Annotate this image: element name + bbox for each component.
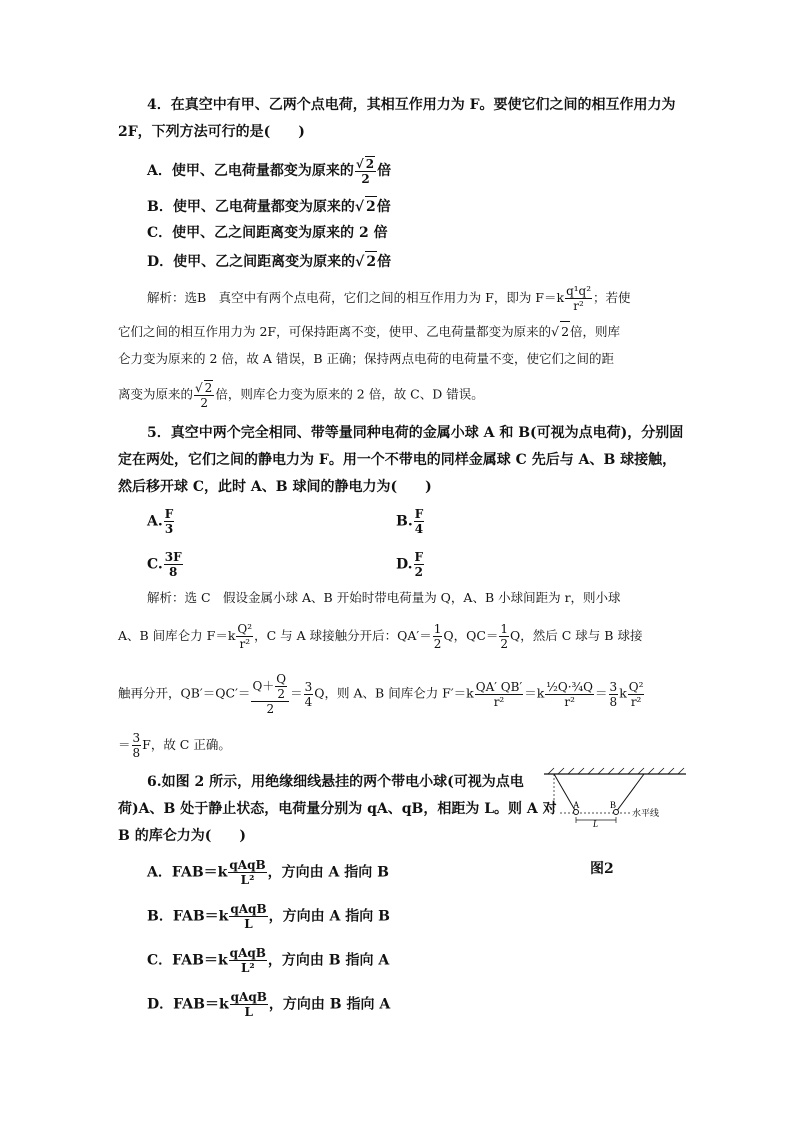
- q5-stem-line2: 定在两处，它们之间的静电力为 F。用一个不带电的同样金属球 C 先后与 A、B 球接触，: [118, 452, 677, 468]
- q4-stem-line1: 4．在真空中有甲、乙两个点电荷，其相互作用力为 F。要使它们之间的相互作用力为: [147, 97, 676, 113]
- q4-stem-line2: 2F，下列方法可行的是( ): [118, 124, 305, 140]
- q5-answer-line3: 触再分开，QB′＝QC′＝ Q＋ $\frac{Q}{2}$ 2 ＝ $\frac{3}{4}$ Q，则 A、B 间库仑力 F′＝k $\frac{QA' QB'}{\text{r²}}$ ＝k $\frac{\text{½Q·¾Q}}{\text{r²}}$ ＝ $\frac{3}{8}$ k $\frac{\text{Q²}}{\text{r²}}$: [118, 672, 644, 716]
- q5-stem-line1: 5．真空中两个完全相同、带等量同种电荷的金属小球 A 和 B(可视为点电荷)，分别固: [147, 425, 684, 441]
- figure-2-caption: 图2: [590, 861, 614, 877]
- q5-answer-line4: ＝ $\frac{3}{8}$ F，故 C 正确。: [118, 731, 231, 760]
- q4-option-c: C．使甲、乙之间距离变为原来的 2 倍: [147, 225, 388, 241]
- label-l: L: [593, 819, 599, 828]
- q5-answer-line1: 解析：选 C 假设金属小球 A、B 开始时带电荷量为 Q，A、B 小球间距为 r，则小球: [147, 590, 621, 605]
- q5-option-c: C. $\frac{3F}{8}$: [147, 550, 182, 579]
- q5-stem-line3: 然后移开球 C，此时 A、B 球间的静电力为( ): [118, 479, 432, 495]
- q6-option-c: C．FAB＝k $\frac{\text{qAqB}}{\text{L²}}$ ，方向由 B 指向 A: [147, 946, 390, 975]
- q6-stem-line2: 荷)A、B 处于静止状态，电荷量分别为 qA、qB，相距为 L。则 A 对: [118, 801, 557, 817]
- q4-answer-line4: 离变为原来的 $\frac{√ 2}{2}$ 倍，则库仑力变为原来的 2 倍，故 C、D 错误。: [118, 381, 484, 410]
- q5-answer-line2: A、B 间库仑力 F＝k $\frac{\text{Q²}}{\text{r²}}$ ，C 与 A 球接触分开后：QA′＝ $\frac{1}{2}$ Q，QC＝ $\frac{1}{2}$ Q，然后 C 球与 B 球接: [118, 622, 643, 651]
- ball-a: [574, 810, 579, 815]
- ceiling-hatch: [548, 768, 684, 774]
- q4-option-d: D．使甲、乙之间距离变为原来的√ 2倍: [147, 251, 391, 272]
- label-b: B: [610, 800, 617, 810]
- q4-option-b: B．使甲、乙电荷量都变为原来的√ 2倍: [147, 196, 391, 217]
- q6-option-a: A．FAB＝k $\frac{\text{qAqB}}{\text{L²}}$ ，方向由 A 指向 B: [147, 858, 389, 887]
- q5-option-a: A. $\frac{F}{3}$: [147, 507, 174, 536]
- ball-b: [614, 810, 619, 815]
- string-b: [616, 774, 644, 812]
- q4-answer-line2: 它们之间的相互作用力为 2F，可保持距离不变，使甲、乙电荷量都变为原来的√ 2倍，则库: [118, 321, 620, 342]
- q5-option-d: D. $\frac{F}{2}$: [396, 550, 424, 579]
- label-horizontal: 水平线: [632, 809, 660, 819]
- q5-option-b: B. $\frac{F}{4}$: [396, 507, 424, 536]
- q4-answer-line3: 仑力变为原来的 2 倍，故 A 错误，B 正确；保持两点电荷的电荷量不变，使它们之间的距: [118, 351, 615, 366]
- q6-option-b: B．FAB＝k $\frac{\text{qAqB}}{L}$ ，方向由 A 指向 B: [147, 902, 390, 931]
- figure-2-diagram: [540, 766, 690, 828]
- q4-option-a: A．使甲、乙电荷量都变为原来的 $\frac{√ 2}{2}$ 倍: [147, 157, 392, 186]
- q6-stem-line3: B 的库仑力为( ): [118, 828, 246, 844]
- q6-option-d: D．FAB＝k $\frac{\text{qAqB}}{L}$ ，方向由 B 指向 A: [147, 990, 391, 1019]
- label-a: A: [573, 800, 580, 810]
- q6-stem-line1: 6.如图 2 所示，用绝缘细线悬挂的两个带电小球(可视为点电: [147, 774, 524, 790]
- q4-answer-line1: 解析：选B 真空中有两个点电荷，它们之间的相互作用力为 F，即为 F＝k $\frac{\text{q¹q²}}{\text{r²}}$ ；若使: [147, 284, 631, 313]
